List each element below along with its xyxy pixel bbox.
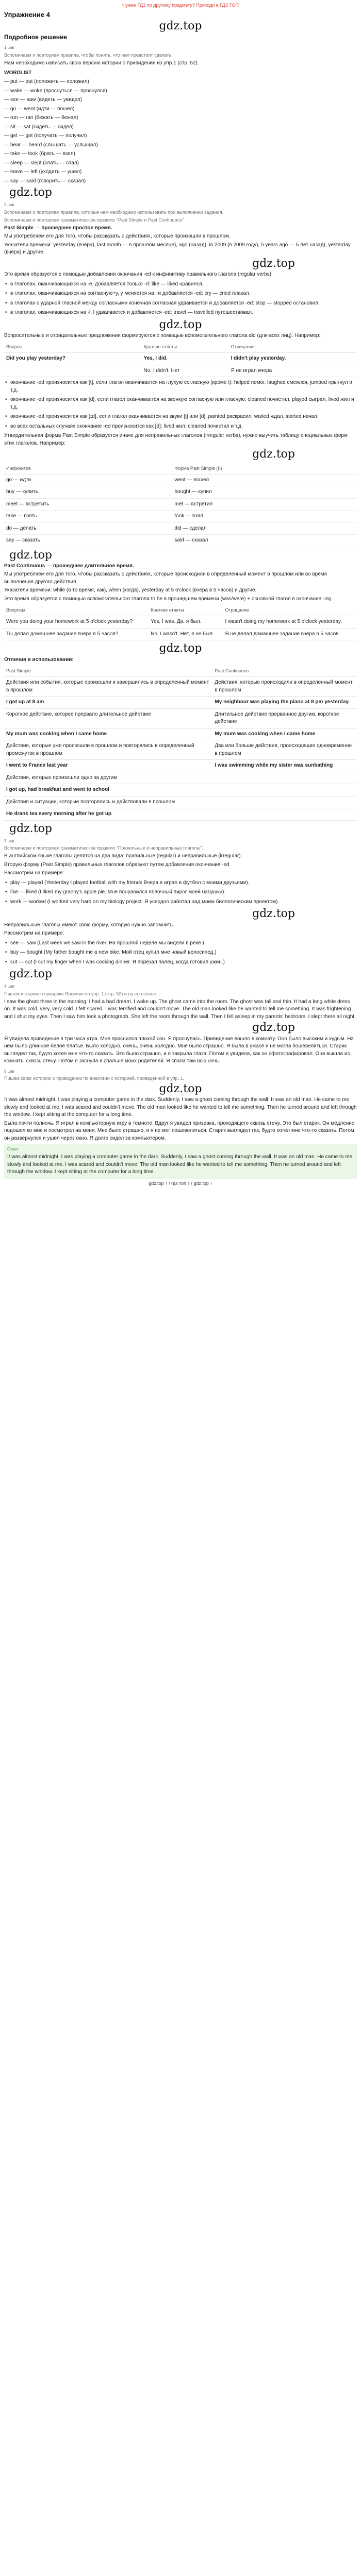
table-row bbox=[4, 784, 357, 796]
table-row bbox=[4, 486, 357, 499]
table-cell: met — встретил bbox=[172, 498, 357, 511]
table-row bbox=[4, 808, 357, 821]
watermark: gdz.top bbox=[252, 1021, 295, 1035]
table-header: Отрицание bbox=[223, 605, 357, 616]
step-1-text: Нам необходимо написать свою версию истории о привидении из упр.1 (стр. 52). bbox=[4, 60, 199, 66]
answer-label: Ответ bbox=[7, 1147, 19, 1152]
table-row bbox=[4, 498, 357, 511]
page-title: Упражнение 4 bbox=[4, 11, 50, 19]
list-item: • окончание -ed произносится как [d], если глагол оканчивается на звонкую согласную или гласную: cleaned почистил, played сыграл, lived жил и т.д. bbox=[4, 396, 357, 411]
list-item: — go — went (идти — пошел) bbox=[4, 106, 357, 113]
list-item: • в глаголах с ударной гласной между согласными конечная согласная удваивается и добавляется -ed: stop — stopped остановил. bbox=[4, 300, 357, 308]
past-simple-title: Past Simple — прошедшее простое время. bbox=[4, 225, 112, 231]
table-row bbox=[4, 760, 357, 772]
table-cell: Короткое действие, которое прервало длительное действие bbox=[4, 708, 212, 728]
regular-intro: В английском языке глаголы делятся на два вида: правильные (regular) и неправильные (irregular). bbox=[4, 853, 242, 859]
table-cell: buy — купить bbox=[4, 486, 172, 499]
table-row bbox=[4, 708, 357, 728]
step-5-hint: Пишем свою историю о привидении по аналогии с историей, приведенной в упр. 1. bbox=[4, 1076, 185, 1081]
table-row bbox=[4, 365, 357, 377]
step-1-hint: Вспоминаем и повторяем правила, чтобы понять, что нам предстоит сделать. bbox=[4, 53, 173, 58]
table-cell: do — делать bbox=[4, 522, 172, 535]
watermark: gdz.top bbox=[159, 642, 202, 655]
table-cell: I got up, had breakfast and went to school bbox=[4, 784, 212, 796]
pc-markers: Указатели времени: while (в то время, как), when (когда), yesterday at 5 o'clock (вчера в 5 часов) и другие. bbox=[4, 587, 257, 594]
table-header: Вопрос bbox=[4, 342, 142, 353]
watermark: gdz.top bbox=[159, 318, 202, 331]
table-cell: said — сказал bbox=[172, 535, 357, 547]
table-cell: Yes, I was. Да, я был. bbox=[149, 616, 223, 629]
table-cell: I didn't play yesterday. bbox=[229, 353, 357, 365]
table-cell: take — взять bbox=[4, 511, 172, 523]
table-row bbox=[4, 522, 357, 535]
watermark: gdz.top bbox=[9, 822, 52, 835]
step-3-label: 3 шаг bbox=[4, 838, 15, 843]
diff-table bbox=[4, 666, 357, 821]
list-item: • во всех остальных случаях окончание -ed произносится как [d]: lived жил, cleaned почистил и т.д. bbox=[4, 423, 357, 431]
irregular-rule: Неправильные глаголы имеют свою форму, которую нужно запомнить. bbox=[4, 922, 174, 928]
table-cell bbox=[212, 784, 357, 796]
table-row bbox=[4, 511, 357, 523]
table-cell bbox=[212, 796, 357, 808]
table-cell: Ты делал домашнее задание вчера в 5 часов? bbox=[4, 628, 149, 640]
watermark: gdz.top bbox=[252, 907, 295, 921]
table-cell: took — взял bbox=[172, 511, 357, 523]
list-item: • окончание -ed произносится как [ɪd], если глагол оканчивается на звуки [t] или [d]: painted раскрасил, waited ждал, started начал. bbox=[4, 413, 357, 421]
pc-usage: Мы употребляем его для того, чтобы рассказать о действиях, которые происходили в определенный момент в прошлом или во время выполнения другого действия. bbox=[4, 571, 327, 585]
table-cell: My mum was cooking when I came home bbox=[4, 728, 212, 740]
step-4-label: 4 шаг bbox=[4, 984, 15, 989]
pc-formation: Это время образуется с помощью вспомогательного глагола to be в прошедшем времени (was/were) + основной глагол в окончание -ing bbox=[4, 596, 332, 602]
wordlist bbox=[4, 78, 357, 185]
list-item: • в глаголах, оканчивающихся на -е, добавляется только -d: like — liked нравился. bbox=[4, 281, 357, 289]
list-item: — put — put (положить — положил) bbox=[4, 78, 357, 86]
table-cell: Действия, которые уже произошли в прошлом и повторялись в определенный промежуток в прошлом bbox=[4, 740, 212, 760]
step-1-label: 1 шаг bbox=[4, 45, 15, 50]
table-cell: say — сказать bbox=[4, 535, 172, 547]
answer-text: It was almost midnight. I was playing a computer game in the dark. Suddenly, I saw a ghost coming through the wall. It was an old man. He came to me slowly and looked at me. I was scared and couldn't move. The old man looked like he wanted to tell me something. Then he turned around and left through the window. I kept sitting at the computer for a long time. bbox=[7, 1154, 353, 1175]
ps-markers: Указатели времени: yesterday (вчера), last month — в прошлом месяце), ago (назад), in 2009 (в 2009 году), 5 years ago — 5 лет назад), yesterday (вчера) и другие. bbox=[4, 242, 351, 256]
list-item: • окончание -ed произносится как [t], если глагол оканчивается на глухую согласную (кроме t): helped помог, laughed смеялся, jumped прыгнул и т.д. bbox=[4, 379, 357, 394]
table-cell: Я не делал домашнее задание вчера в 5 часов. bbox=[223, 628, 357, 640]
list-item: — wake — woke (проснуться — проснулся) bbox=[4, 88, 357, 95]
footer[interactable]: gdz.top ↑ / гдз топ ↑ / gdz.top ↑ bbox=[149, 1180, 212, 1186]
list-item: — sleep — slept (спать — спал) bbox=[4, 160, 357, 167]
table-row bbox=[4, 474, 357, 486]
list-item: • see — saw (Last week we saw in the river. На прошлой неделе мы видели в реке.) bbox=[4, 940, 357, 947]
table-cell: My neighbour was playing the piano at 8 pm yesterday. bbox=[212, 697, 357, 709]
diff-title: Отличия в использовании: bbox=[4, 656, 74, 663]
irregular-text: Утвердительная форма Past Simple образуется иначе для неправильных глаголов (irregular verbs), нужно выучить таблицу специальных форм этих глаголов. Например: bbox=[4, 433, 348, 446]
table-cell: Yes, I did. bbox=[142, 353, 229, 365]
top-link[interactable]: Нужен ГДЗ по другому предмету? Приходи в ГДЗ ТОП bbox=[122, 3, 239, 8]
regular-examples bbox=[4, 879, 357, 906]
table-cell: He drank tea every morning after he got up bbox=[4, 808, 212, 821]
table-cell bbox=[212, 772, 357, 784]
table-cell: Действия или события, которые произошли и завершились в определенный момент в прошлом bbox=[4, 677, 212, 697]
table-cell: Действия, которые произошли одно за другим bbox=[4, 772, 212, 784]
regular-formation: Вторую форму (Past Simple) правильных глаголов образуют путем добавления окончания -ed bbox=[4, 861, 229, 868]
watermark: gdz.top bbox=[9, 186, 52, 199]
table-row bbox=[4, 628, 357, 640]
list-item: • cut — cut (I cut my finger when I was cooking dinner. Я порезал палец, когда готовил ужин.) bbox=[4, 959, 357, 967]
table-cell bbox=[212, 808, 357, 821]
table-cell: Я не играл вчера bbox=[229, 365, 357, 377]
table-cell: Действия, которые происходили в определенный момент в прошлом bbox=[212, 677, 357, 697]
watermark: gdz.top bbox=[252, 448, 295, 461]
table-cell: meet — встретить bbox=[4, 498, 172, 511]
table-header: Отрицание bbox=[229, 342, 357, 353]
table-cell: My mum was cooking when I came home bbox=[212, 728, 357, 740]
irregular-examples-intro: Рассмотрим на примере: bbox=[4, 930, 64, 937]
step-4-hint: Пишем историю о призраке Василия по упр. 1 (стр. 52) и на ее основе. bbox=[4, 991, 158, 996]
watermark: gdz.top bbox=[159, 19, 202, 32]
table-header: Past Simple bbox=[4, 666, 212, 677]
table-cell: Два или больше действия, происходящие одновременно в прошлом bbox=[212, 740, 357, 760]
list-item: • в глаголах, оканчивающихся на -l, l удваивается и добавляется -ed: travel — travelled путешествовал. bbox=[4, 309, 357, 317]
table-cell: Did you play yesterday? bbox=[4, 353, 142, 365]
irregular-verbs-table bbox=[4, 463, 357, 547]
pc-table bbox=[4, 605, 357, 640]
table-row bbox=[4, 740, 357, 760]
table-cell: bought — купил bbox=[172, 486, 357, 499]
table-cell: Действия и ситуации, которые повторялись и действовали в прошлом bbox=[4, 796, 212, 808]
table-row bbox=[4, 697, 357, 709]
list-item: • в глаголах, оканчивающихся на согласную+у, у меняется на і и добавляется -ed: cry — cried плакал. bbox=[4, 290, 357, 298]
watermark: gdz.top bbox=[9, 548, 52, 562]
story2-ru: Была почти полночь. Я играл в компьютерную игру в темноте. Вдруг я увидел призрака, проходящего сквозь стену. Это был старик. Он медленно подошел ко мне и посмотрел на меня. Мне было страшно, и я не мог пошевелиться. Старик выглядел так, будто хотел мне что-то сказать. Потом он развернулся и ушел через окно. Я долго сидел за компьютером. bbox=[4, 1120, 355, 1141]
ps-formation: Это время образуется с помощью добавления окончания -ed к инфинитиву правильного глагола (regular verbs): bbox=[4, 272, 273, 278]
table-row bbox=[4, 728, 357, 740]
table-cell: Длительное действие прерванное другим, короткое действие bbox=[212, 708, 357, 728]
list-item: — leave — left (уходить — ушел) bbox=[4, 168, 357, 176]
table-cell: go — идти bbox=[4, 474, 172, 486]
table-cell: I wasn't doing my homework at 5 o'clock yesterday. bbox=[223, 616, 357, 629]
watermark: gdz.top bbox=[159, 1082, 202, 1096]
wordlist-title: WORDLIST bbox=[4, 70, 32, 76]
table-row bbox=[4, 616, 357, 629]
list-item: — get — got (получать — получил) bbox=[4, 132, 357, 140]
table-cell: No, I didn't. Нет bbox=[142, 365, 229, 377]
table-row bbox=[4, 353, 357, 365]
table-cell: Were you doing your homework at 5 o'clock yesterday? bbox=[4, 616, 149, 629]
step-3-hint: Вспоминаем и повторяем грамматическое правило "Правильные и неправильные глаголы". bbox=[4, 845, 203, 851]
table-row bbox=[4, 772, 357, 784]
table-header: Краткие ответы bbox=[142, 342, 229, 353]
answer-box bbox=[4, 1144, 357, 1179]
ps-rules bbox=[4, 281, 357, 317]
past-continuous-title: Past Continuous — прошедшее длительное время. bbox=[4, 563, 134, 569]
table-row bbox=[4, 535, 357, 547]
list-item: • like — liked (I liked my granny's apple pie. Мне понравился яблочный пирог моей бабушки). bbox=[4, 889, 357, 896]
list-item: — sit — sat (сидеть — сидел) bbox=[4, 124, 357, 131]
table-cell bbox=[4, 365, 142, 377]
watermark: gdz.top bbox=[9, 968, 52, 981]
table-cell: I went to France last year bbox=[4, 760, 212, 772]
ps-table bbox=[4, 342, 357, 377]
ps-pronunciation bbox=[4, 379, 357, 430]
table-header: Инфинитив bbox=[4, 463, 172, 474]
watermark: gdz.top bbox=[252, 257, 295, 270]
list-item: — say — said (говорить — сказал) bbox=[4, 178, 357, 185]
table-header: Вопросы bbox=[4, 605, 149, 616]
list-item: • work — worked (I worked very hard on my biology project. Я усердно работал над моим биологическим проектом). bbox=[4, 899, 357, 906]
table-cell: I was swimming while my sister was sunbathing bbox=[212, 760, 357, 772]
page-subtitle: Подробное решение bbox=[4, 33, 68, 41]
ps-usage: Мы употребляем его для того, чтобы рассказать о действиях, которые произошли в прошлом. bbox=[4, 233, 231, 240]
table-cell: No, I wasn't. Нет, я не был. bbox=[149, 628, 223, 640]
step-2-title: Вспоминаем и повторяем грамматическое правило "Past Simple и Past Continuous" bbox=[4, 217, 184, 223]
story-ru: Я увидела привидение в три часа утра. Мне приснился плохой сон. Я проснулась. Привидение вошло в комнату. Оно было высоким и худым. На нем было длинное белое платье. Было холодно, очень, очень холодно. Мне было страшно. Я была в ужасе и не могла пошевелиться. Старик выглядел так, будто хотел мне что-то сказать. Это было страшно, и я закрыла глаза. Потом я увидела, как он сфотографировал. Она вышла из комнаты сквозь стену. Потом я заснула в спальне моих родителей. Я спала там всю ночь. bbox=[4, 1036, 354, 1064]
list-item: • play — played (Yesterday I played football with my friends Вчера я играл в футбол с моими друзьями). bbox=[4, 879, 357, 887]
ps-questions: Вопросительные и отрицательные предложения формируются с помощью вспомогательного глагола did (для всех лиц). Например: bbox=[4, 332, 321, 338]
step-2-hint: Вспоминаем и повторяем правила, которые нам необходимо использовать при выполнении задания. bbox=[4, 209, 224, 215]
table-header: Форма Past Simple (II) bbox=[172, 463, 357, 474]
regular-examples-intro: Рассмотрим на примере: bbox=[4, 870, 64, 876]
story-en: I saw the ghost three in the morning. I had a bad dream. I woke up. The ghost came into the room. The ghost was tall and thin. It had a long white dress on. It was cold, very, very cold. I felt scared. I was terrified and couldn't move. The old man looked like he wanted to tell me something. It was frightening and I shut my eyes. Then I saw him took a photograph. She left the room through the wall. Then I fell asleep in my parents' bedroom. I slept there all night. bbox=[4, 998, 356, 1020]
table-header: Past Continuous bbox=[212, 666, 357, 677]
list-item: — take — took (брать — взял) bbox=[4, 150, 357, 158]
table-header: Краткие ответы bbox=[149, 605, 223, 616]
table-row bbox=[4, 677, 357, 697]
step-2-label: 2 шаг bbox=[4, 202, 15, 208]
step-5-label: 5 шаг bbox=[4, 1069, 15, 1074]
table-row bbox=[4, 796, 357, 808]
story2-en: It was almost midnight. I was playing a computer game in the dark. Suddenly, I saw a ghost coming through the wall. It was an old man. He came to me slowly and looked at me. I was scared and couldn't move. The old man looked like he wanted to tell me something. Then he turned around and left through the window. I kept sitting at the computer for a long time. bbox=[4, 1097, 357, 1118]
table-cell: I got up at 8 am bbox=[4, 697, 212, 709]
irregular-examples bbox=[4, 940, 357, 967]
table-cell: did — сделал bbox=[172, 522, 357, 535]
table-cell: went — пошел bbox=[172, 474, 357, 486]
list-item: — hear — heard (слышать — услышал) bbox=[4, 142, 357, 149]
list-item: • buy — bought (My father bought me a new bike. Мой отец купил мне новый велосипед.) bbox=[4, 949, 357, 957]
list-item: — run — ran (бежать — бежал) bbox=[4, 114, 357, 122]
list-item: — see — saw (видеть — увидел) bbox=[4, 96, 357, 104]
